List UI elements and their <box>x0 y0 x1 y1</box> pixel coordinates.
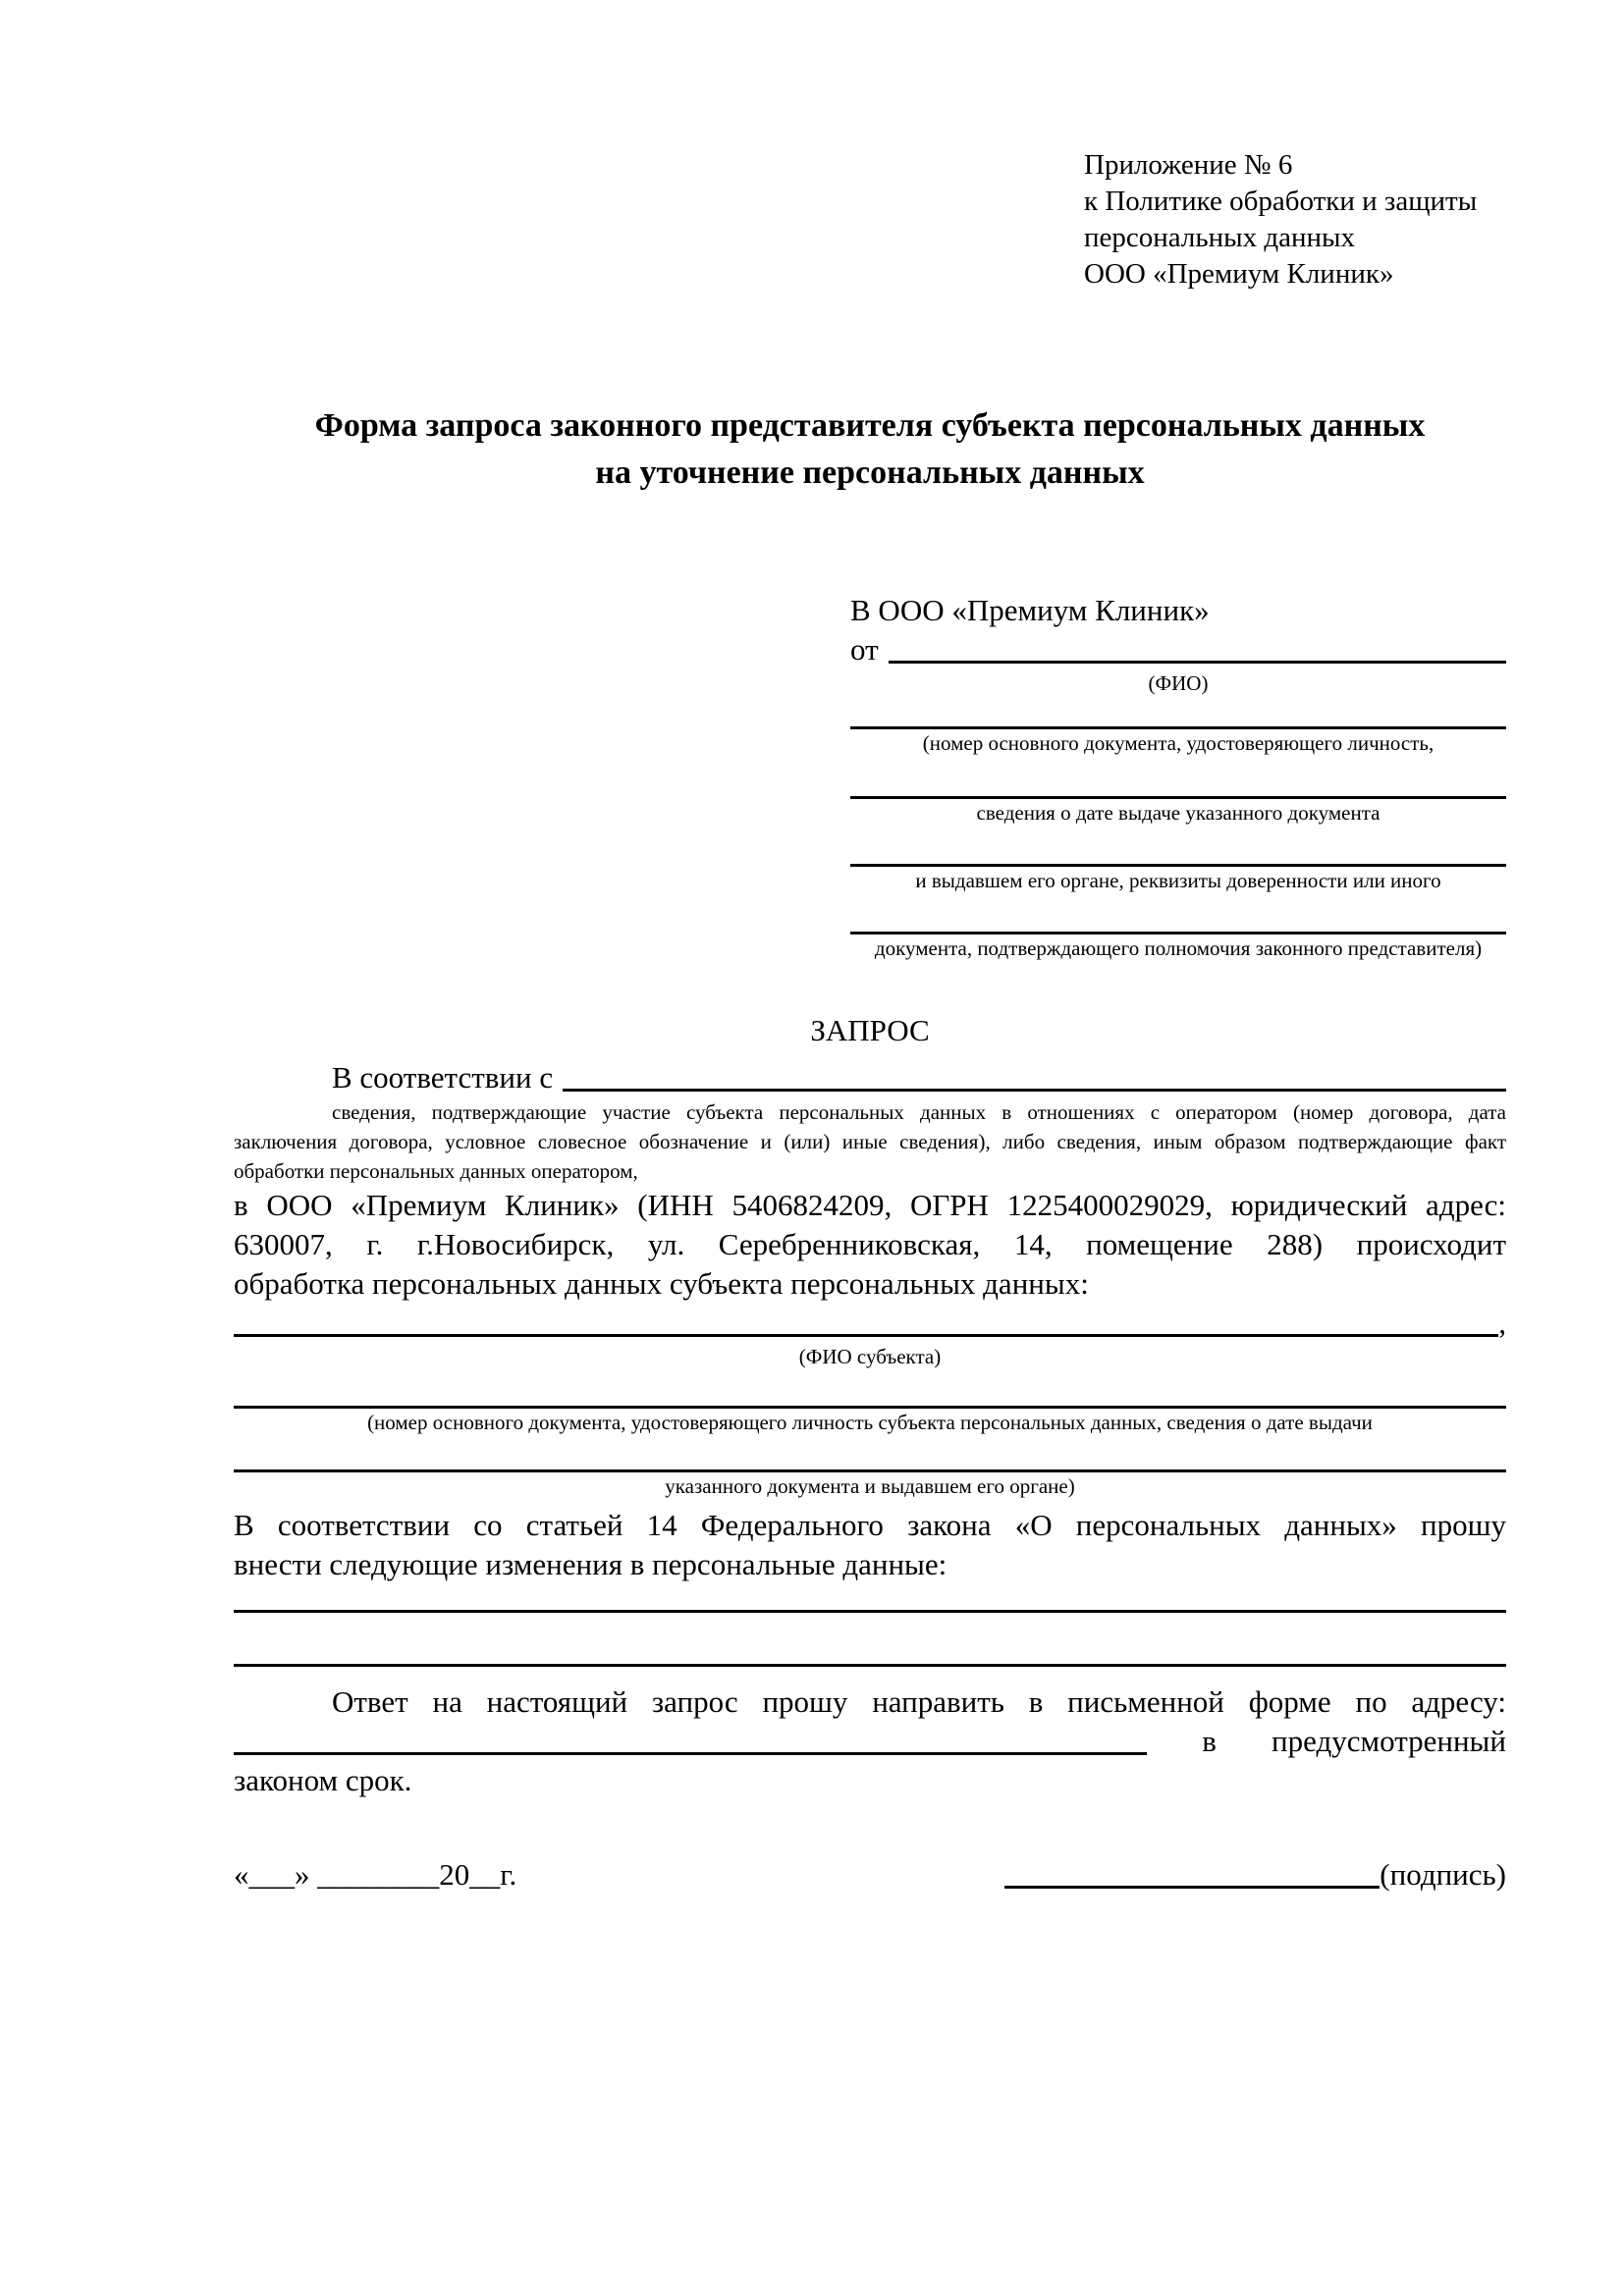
appendix-org-name: ООО «Премиум Клиник» <box>1084 258 1394 290</box>
subject-doc-caption2: указанного документа и выдавшем его органе) <box>665 1474 1075 1498</box>
appendix-number: Приложение № 6 <box>1084 149 1293 181</box>
footnote-line: сведения, подтверждающие участие субъекта персональных данных в отношениях с оператором (номер договора, дата <box>332 1100 1506 1124</box>
request-heading: ЗАПРОС <box>810 1013 930 1047</box>
subject-doc-caption1: (номер основного документа, удостоверяющего личность субъекта персональных данных, сведения о дате выдачи <box>367 1411 1373 1434</box>
subject-fio-blank-line <box>234 1304 1498 1337</box>
doc-number-blank-line <box>850 697 1506 729</box>
subject-fio-caption: (ФИО субъекта) <box>798 1345 942 1368</box>
operator-line: 630007, г. г.Новосибирск, ул. Серебренниковская, 14, помещение 288) происходит <box>234 1227 1506 1261</box>
reply-line1: Ответ на настоящий запрос прошу направить в письменной форме по адресу: <box>332 1684 1506 1719</box>
reply-word-predusmotrennyi: предусмотренный <box>1272 1724 1506 1758</box>
changes-blank-line2 <box>234 1613 1506 1667</box>
document-title-line1: Форма запроса законного представителя субъекта персональных данных <box>314 407 1426 444</box>
operator-line: обработка персональных данных субъекта персональных данных: <box>234 1266 1089 1301</box>
document-title <box>234 402 1506 497</box>
doc-authority-blank-line <box>850 827 1506 867</box>
subject-doc-blank-line <box>234 1370 1506 1409</box>
addressee-org: В ООО «Премиум Клиник» <box>850 593 1210 627</box>
fio-caption: (ФИО) <box>1148 671 1209 695</box>
date-signature-row <box>234 1855 1506 1895</box>
reply-word-v: в <box>1202 1724 1217 1758</box>
appendix-header <box>1084 147 1506 293</box>
operator-paragraph <box>234 1186 1506 1304</box>
doc-issue-date-caption: сведения о дате выдаче указанного документа <box>976 801 1380 825</box>
footnote-line: заключения договора, условное словесное обозначение и (или) иные сведения), либо сведения, иным образом подтверждающие факт <box>234 1130 1506 1153</box>
signature-caption: (подпись) <box>1380 1857 1506 1892</box>
representative-doc-caption: документа, подтверждающего полномочия законного представителя) <box>874 936 1483 960</box>
addressee-block <box>850 591 1506 962</box>
operator-line: в ООО «Премиум Клиник» (ИНН 5406824209, ОГРН 1225400029029, юридический адрес: <box>234 1188 1506 1222</box>
reply-address-blank-line <box>234 1722 1147 1755</box>
reply-paragraph <box>234 1682 1506 1800</box>
subject-doc-blank-line2 <box>234 1436 1506 1472</box>
trailing-comma: , <box>1498 1306 1506 1340</box>
article14-line: В соответствии со статьей 14 Федерального закона «О персональных данных» прошу <box>234 1508 1506 1542</box>
reply-address-row <box>234 1722 1506 1761</box>
intro-blank-line <box>563 1058 1506 1092</box>
intro-row <box>234 1058 1506 1097</box>
from-label: от <box>850 632 879 667</box>
signature-group <box>1004 1855 1506 1895</box>
representative-doc-blank-line <box>850 894 1506 934</box>
reply-line3: законом срок. <box>234 1763 412 1797</box>
date-blank: «___» ________20__г. <box>234 1857 517 1892</box>
intro-label: В соответствии с <box>332 1060 554 1095</box>
changes-blank-line1 <box>234 1584 1506 1613</box>
from-row <box>850 630 1506 669</box>
doc-number-caption: (номер основного документа, удостоверяющего личность, <box>922 731 1435 755</box>
appendix-policy-line2: персональных данных <box>1084 222 1356 253</box>
doc-issue-date-blank-line <box>850 757 1506 799</box>
fio-blank-line <box>889 630 1506 664</box>
signature-blank-line <box>1004 1855 1380 1889</box>
footnote-line: обработки персональных данных оператором, <box>234 1159 638 1183</box>
article14-paragraph <box>234 1506 1506 1584</box>
doc-authority-caption: и выдавшем его органе, реквизиты доверенности или иного <box>915 869 1441 892</box>
article14-line: внести следующие изменения в персональные данные: <box>234 1547 947 1581</box>
footnote-block <box>234 1097 1506 1186</box>
document-title-line2: на уточнение персональных данных <box>595 454 1145 491</box>
appendix-policy-line: к Политике обработки и защиты <box>1084 186 1478 217</box>
subject-fio-row <box>234 1304 1506 1343</box>
